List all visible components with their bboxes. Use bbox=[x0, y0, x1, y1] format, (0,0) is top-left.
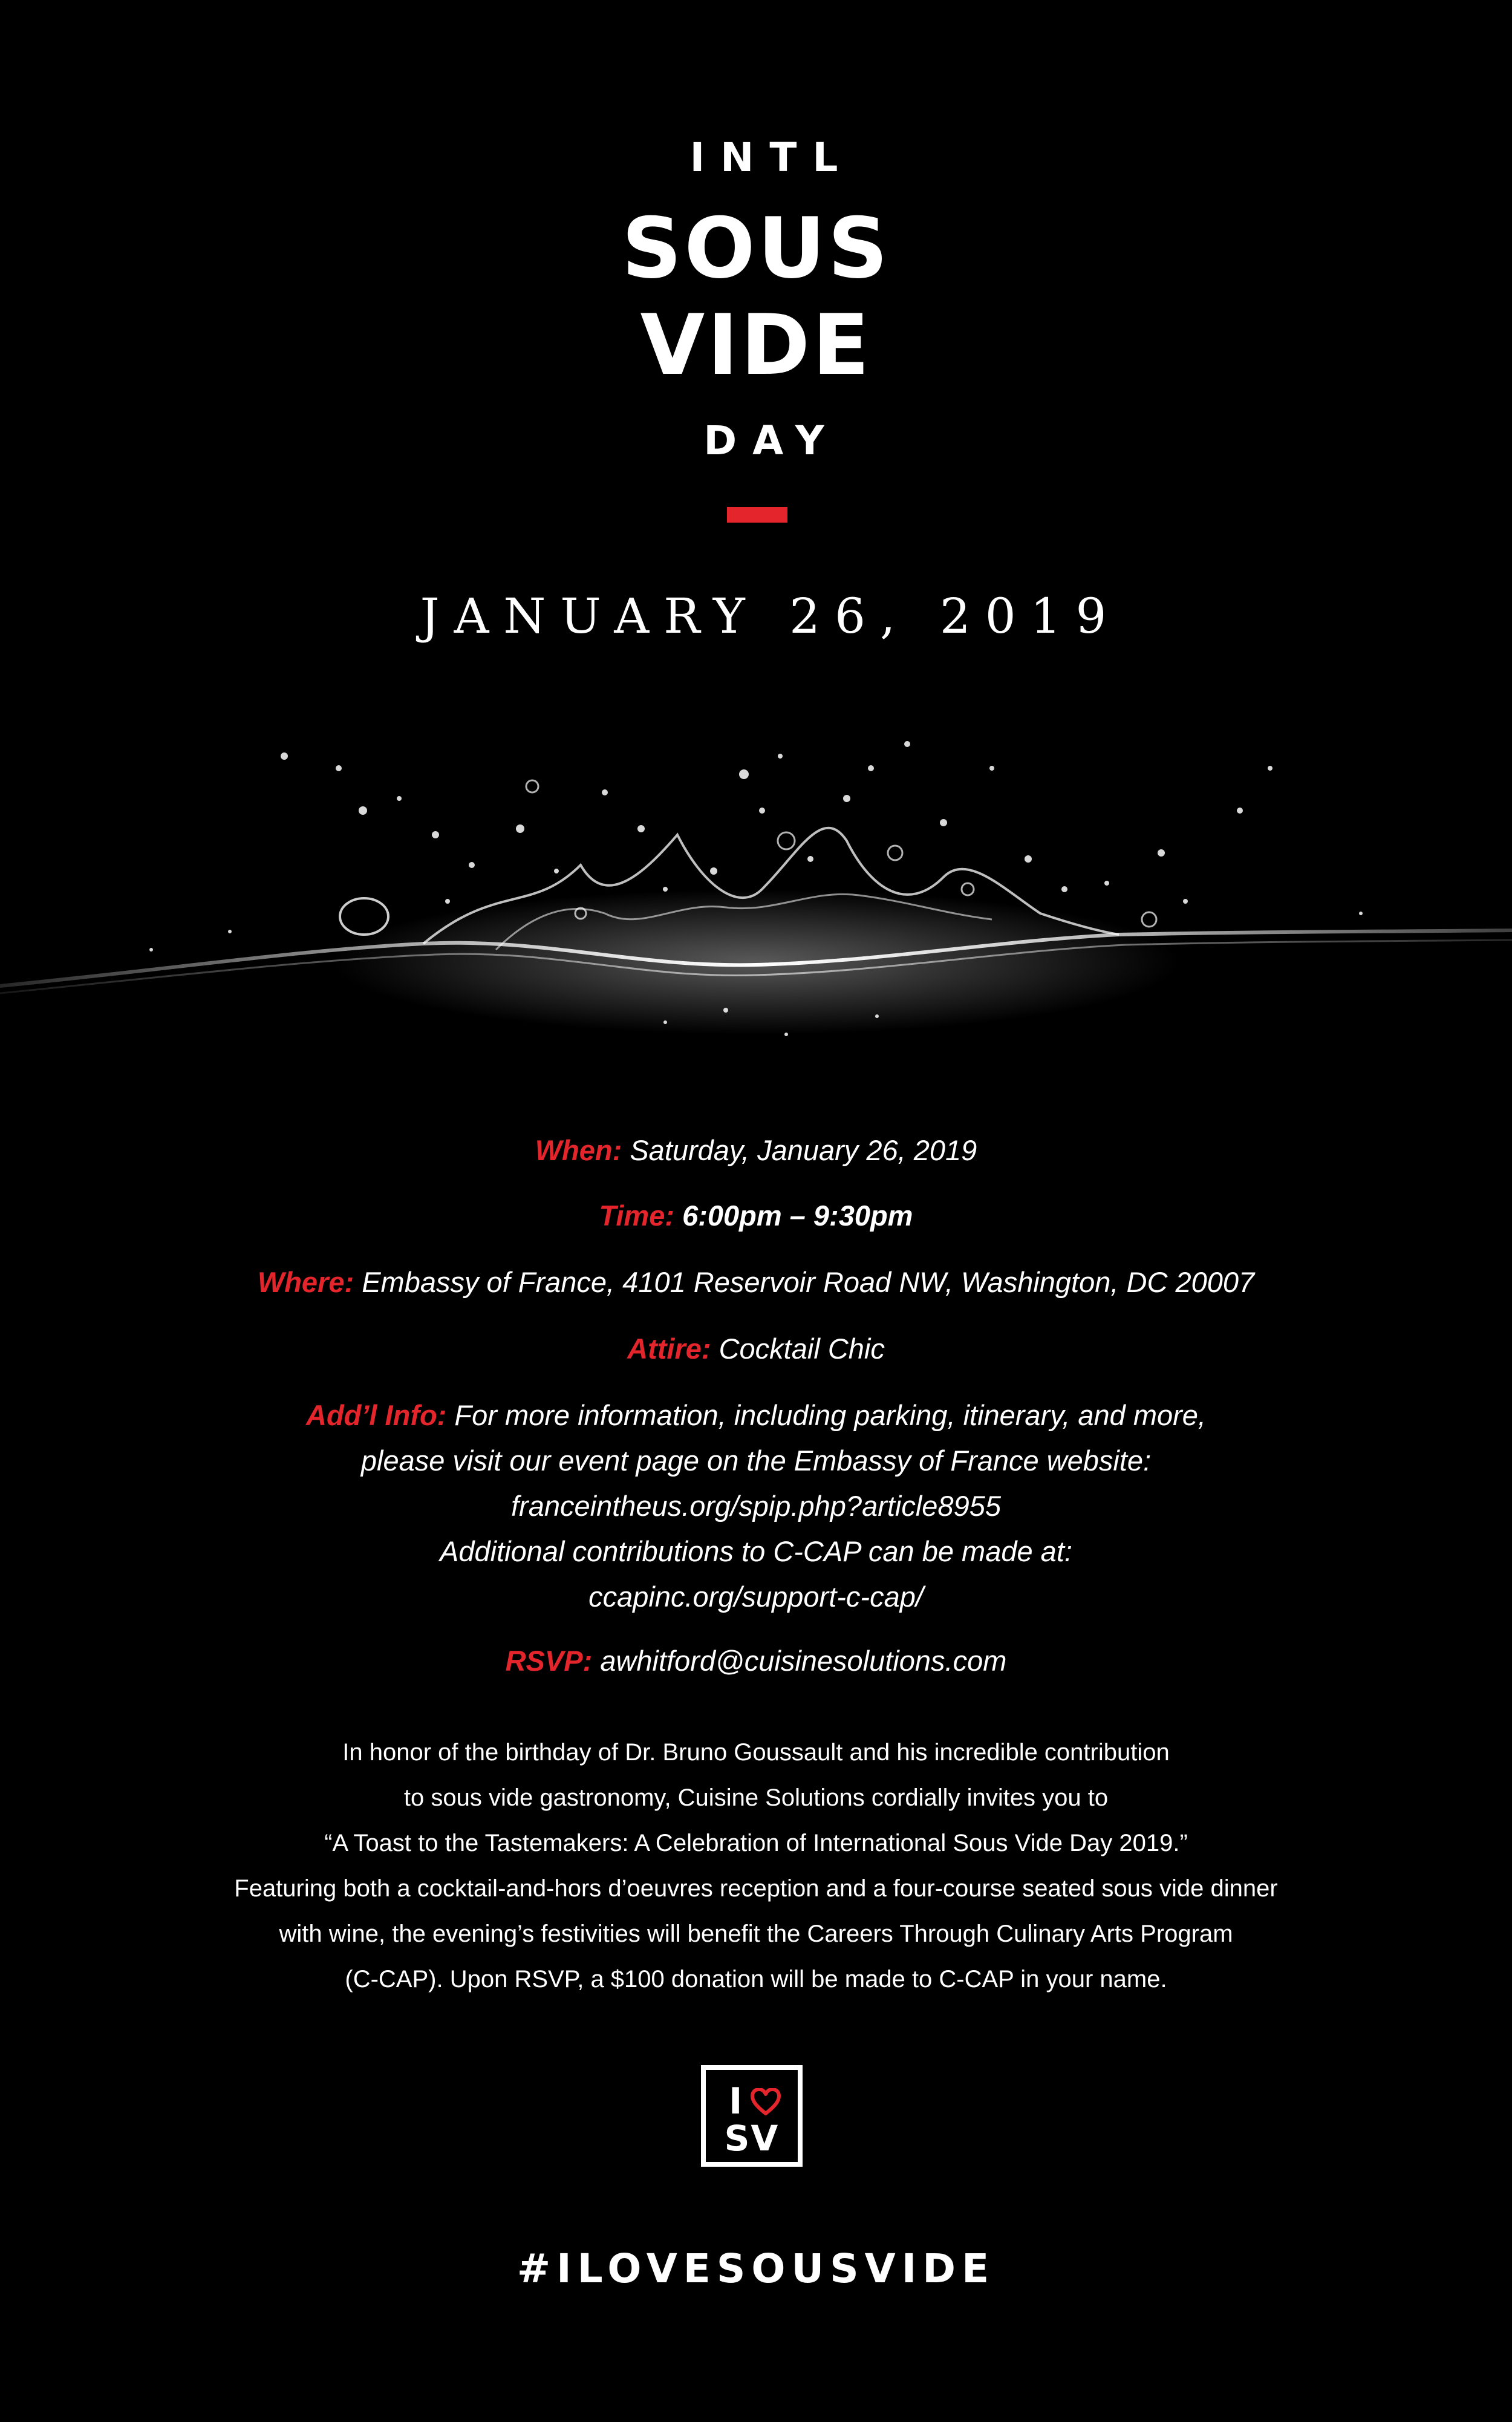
logo-letters-sv: SV bbox=[724, 2118, 780, 2159]
kicker-intl: INTL bbox=[689, 134, 854, 181]
logo-letter-i: I bbox=[729, 2080, 743, 2123]
when-line bbox=[0, 1128, 1512, 1173]
kicker-day: DAY bbox=[703, 417, 840, 464]
i-love-sv-logo bbox=[701, 2065, 803, 2167]
where-value: Embassy of France, 4101 Reservoir Road NW, Washington, DC 20007 bbox=[362, 1266, 1255, 1298]
water-splash-image bbox=[0, 732, 1512, 1095]
where-label: Where: bbox=[257, 1266, 354, 1298]
time-value: 6:00pm – 9:30pm bbox=[682, 1200, 913, 1232]
intro-line: “A Toast to the Tastemakers: A Celebration of International Sous Vide Day 2019.” bbox=[324, 1830, 1188, 1856]
intro-line: to sous vide gastronomy, Cuisine Solutions cordially invites you to bbox=[403, 1784, 1109, 1811]
heart-icon bbox=[751, 2088, 781, 2116]
intro-line: In honor of the birthday of Dr. Bruno Goussault and his incredible contribution bbox=[342, 1739, 1170, 1766]
addl-info-block bbox=[0, 1392, 1512, 1619]
rsvp-label: RSVP: bbox=[505, 1645, 593, 1677]
addl-info-text: Additional contributions to C-CAP can be made at: bbox=[440, 1535, 1072, 1567]
ccap-link[interactable]: ccapinc.org/support-c-cap/ bbox=[588, 1581, 924, 1613]
time-label: Time: bbox=[599, 1200, 675, 1232]
rsvp-line bbox=[0, 1638, 1512, 1683]
red-divider bbox=[727, 507, 787, 523]
rsvp-email-link[interactable]: awhitford@cuisinesolutions.com bbox=[600, 1645, 1007, 1677]
intro-line: with wine, the evening’s festivities will benefit the Careers Through Culinary Arts Program bbox=[279, 1921, 1233, 1947]
title-vide: VIDE bbox=[640, 296, 872, 394]
when-value: Saturday, January 26, 2019 bbox=[630, 1134, 977, 1166]
intro-line: (C-CAP). Upon RSVP, a $100 donation will be made to C-CAP in your name. bbox=[345, 1966, 1167, 1993]
addl-info-text: For more information, including parking, itinerary, and more, bbox=[454, 1399, 1206, 1431]
addl-info-text: please visit our event page on the Embassy of France website: bbox=[360, 1444, 1152, 1477]
when-label: When: bbox=[535, 1134, 622, 1166]
attire-line bbox=[0, 1326, 1512, 1371]
title-sous: SOUS bbox=[621, 200, 891, 297]
attire-value: Cocktail Chic bbox=[719, 1333, 885, 1365]
event-date: JANUARY 26, 2019 bbox=[420, 588, 1121, 644]
intro-paragraph bbox=[0, 1730, 1512, 2002]
intro-line: Featuring both a cocktail-and-hors d’oeuvres reception and a four-course seated sous vide dinner bbox=[234, 1875, 1278, 1902]
embassy-link[interactable]: franceintheus.org/spip.php?article8955 bbox=[511, 1490, 1001, 1522]
where-line bbox=[0, 1259, 1512, 1305]
hashtag: #ILOVESOUSVIDE bbox=[516, 2245, 996, 2292]
time-line bbox=[0, 1193, 1512, 1238]
addl-info-label: Add’l Info: bbox=[306, 1399, 447, 1431]
attire-label: Attire: bbox=[627, 1333, 711, 1365]
addl-info-line bbox=[0, 1392, 1512, 1438]
